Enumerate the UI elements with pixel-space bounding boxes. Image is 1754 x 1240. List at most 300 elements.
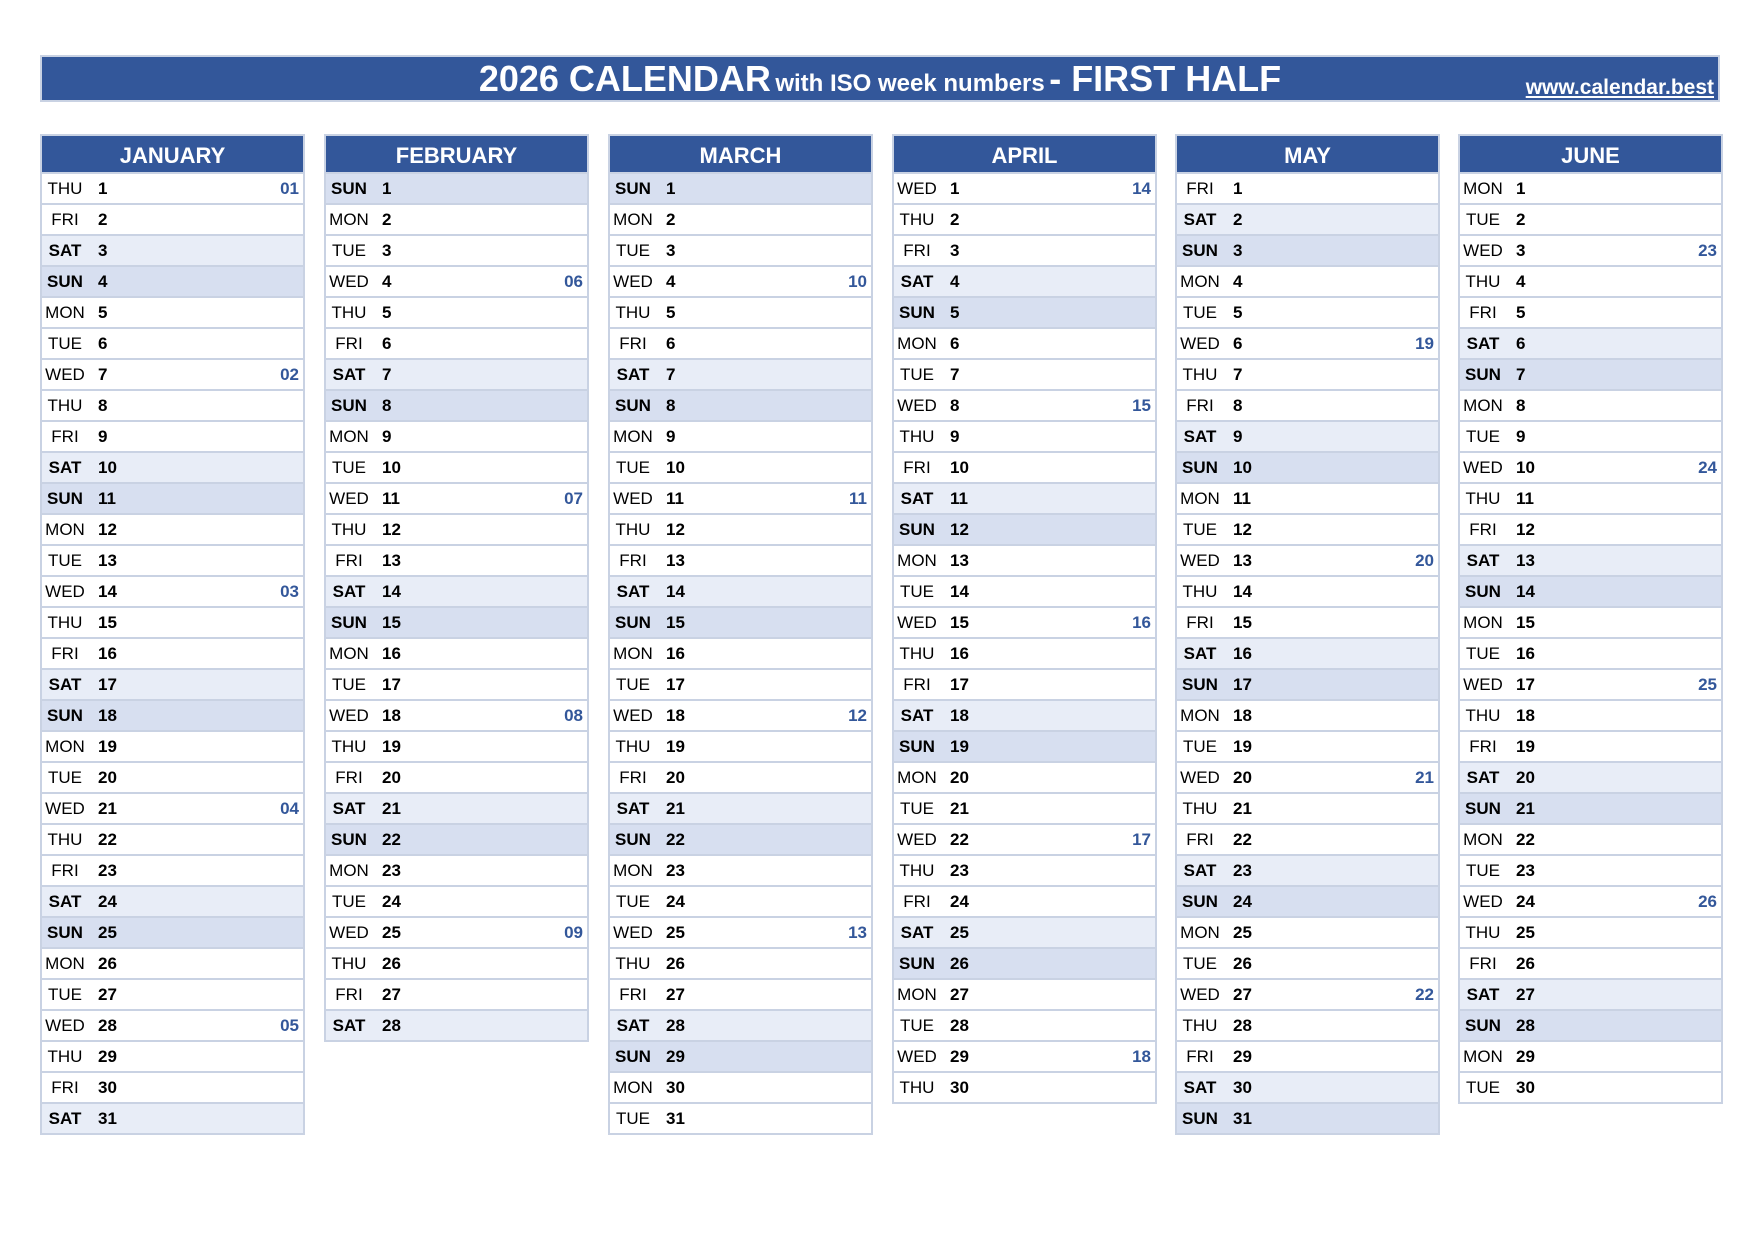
day-number: 17 <box>950 675 969 694</box>
iso-week-number: 26 <box>1698 892 1717 911</box>
day-number: 6 <box>1516 334 1526 353</box>
day-number: 21 <box>1233 799 1252 818</box>
weekday-label: WED <box>45 582 85 601</box>
day-number: 12 <box>950 520 969 539</box>
day-row <box>42 823 303 854</box>
weekday-label: WED <box>329 706 369 725</box>
weekday-label: WED <box>613 923 653 942</box>
weekday-label: MON <box>1463 179 1503 198</box>
weekday-label: SAT <box>1183 1078 1217 1097</box>
day-number: 16 <box>1233 644 1252 663</box>
weekday-label: MON <box>1180 706 1220 725</box>
day-row <box>42 265 303 296</box>
day-number: 4 <box>382 272 392 291</box>
day-row <box>42 358 303 389</box>
day-number: 22 <box>382 830 401 849</box>
weekday-label: TUE <box>1183 520 1217 539</box>
day-number: 30 <box>1233 1078 1252 1097</box>
weekday-label: SAT <box>900 489 934 508</box>
weekday-label: TUE <box>48 768 82 787</box>
day-number: 18 <box>1233 706 1252 725</box>
weekday-label: WED <box>45 799 85 818</box>
weekday-label: FRI <box>619 551 647 570</box>
weekday-label: FRI <box>51 1078 79 1097</box>
day-number: 18 <box>98 706 117 725</box>
title-half: - FIRST HALF <box>1049 58 1282 99</box>
day-number: 6 <box>382 334 392 353</box>
day-number: 7 <box>1233 365 1243 384</box>
weekday-label: FRI <box>1186 1047 1214 1066</box>
weekday-label: WED <box>1180 768 1220 787</box>
day-number: 6 <box>950 334 960 353</box>
weekday-label: MON <box>329 644 369 663</box>
weekday-label: SUN <box>331 396 367 415</box>
day-list <box>608 174 873 1135</box>
weekday-label: SUN <box>47 272 83 291</box>
day-number: 26 <box>98 954 117 973</box>
weekday-label: THU <box>615 520 651 539</box>
day-row <box>326 389 587 420</box>
day-number: 20 <box>382 768 401 787</box>
day-row <box>610 358 871 389</box>
day-number: 21 <box>950 799 969 818</box>
day-row <box>1460 296 1721 327</box>
weekday-label: TUE <box>616 892 650 911</box>
day-number: 16 <box>382 644 401 663</box>
month-april <box>892 134 1157 1104</box>
weekday-label: FRI <box>1469 737 1497 756</box>
day-row <box>326 606 587 637</box>
weekday-label: FRI <box>51 427 79 446</box>
day-number: 22 <box>950 830 969 849</box>
weekday-label: FRI <box>619 985 647 1004</box>
day-number: 27 <box>1516 985 1535 1004</box>
day-row <box>1177 885 1438 916</box>
day-number: 9 <box>98 427 108 446</box>
day-row <box>1460 885 1721 916</box>
weekday-label: SAT <box>48 892 82 911</box>
day-number: 11 <box>950 489 968 508</box>
weekday-label: FRI <box>51 644 79 663</box>
day-number: 6 <box>666 334 676 353</box>
day-number: 9 <box>950 427 960 446</box>
iso-week-number: 16 <box>1132 613 1151 632</box>
weekday-label: TUE <box>1466 644 1500 663</box>
weekday-label: THU <box>47 396 83 415</box>
day-row <box>894 916 1155 947</box>
day-number: 13 <box>666 551 685 570</box>
day-row <box>326 761 587 792</box>
weekday-label: THU <box>331 737 367 756</box>
day-number: 17 <box>1233 675 1252 694</box>
day-row <box>894 637 1155 668</box>
weekday-label: SUN <box>1182 675 1218 694</box>
day-row <box>1177 761 1438 792</box>
day-row <box>1460 575 1721 606</box>
day-row <box>894 1040 1155 1071</box>
day-row <box>1177 482 1438 513</box>
day-row <box>894 451 1155 482</box>
day-number: 24 <box>382 892 401 911</box>
day-number: 20 <box>1516 768 1535 787</box>
weekday-label: TUE <box>1466 1078 1500 1097</box>
day-number: 15 <box>98 613 117 632</box>
month-january <box>40 134 305 1135</box>
day-row <box>42 420 303 451</box>
day-row <box>1177 174 1438 203</box>
day-number: 5 <box>950 303 960 322</box>
day-row <box>610 1009 871 1040</box>
iso-week-number: 04 <box>280 799 299 818</box>
day-row <box>42 730 303 761</box>
day-list <box>324 174 589 1042</box>
day-row <box>326 358 587 389</box>
weekday-label: FRI <box>619 334 647 353</box>
month-header: FEBRUARY <box>324 134 589 174</box>
day-row <box>610 389 871 420</box>
day-row <box>894 792 1155 823</box>
day-row <box>326 730 587 761</box>
weekday-label: SUN <box>615 1047 651 1066</box>
day-row <box>610 513 871 544</box>
day-number: 15 <box>382 613 401 632</box>
day-row <box>1177 1040 1438 1071</box>
calendar-title-banner <box>40 55 1720 102</box>
day-row <box>610 1071 871 1102</box>
day-row <box>326 327 587 358</box>
weekday-label: SUN <box>1465 582 1501 601</box>
iso-week-number: 07 <box>564 489 583 508</box>
day-row <box>1460 174 1721 203</box>
weekday-label: SUN <box>615 396 651 415</box>
iso-week-number: 03 <box>280 582 299 601</box>
weekday-label: TUE <box>48 334 82 353</box>
day-row <box>326 234 587 265</box>
day-row <box>326 575 587 606</box>
weekday-label: FRI <box>903 675 931 694</box>
day-number: 31 <box>1233 1109 1252 1128</box>
day-row <box>610 823 871 854</box>
day-number: 17 <box>98 675 117 694</box>
weekday-label: FRI <box>1469 303 1497 322</box>
iso-week-number: 09 <box>564 923 583 942</box>
weekday-label: WED <box>897 613 937 632</box>
day-number: 27 <box>98 985 117 1004</box>
day-row <box>610 947 871 978</box>
day-row <box>1460 265 1721 296</box>
day-number: 24 <box>1233 892 1252 911</box>
day-row <box>42 947 303 978</box>
iso-week-number: 19 <box>1415 334 1434 353</box>
weekday-label: SAT <box>1183 644 1217 663</box>
month-header: APRIL <box>892 134 1157 174</box>
weekday-label: SAT <box>48 1109 82 1128</box>
weekday-label: SAT <box>900 706 934 725</box>
day-number: 18 <box>382 706 401 725</box>
day-number: 2 <box>666 210 676 229</box>
weekday-label: WED <box>1180 334 1220 353</box>
day-number: 13 <box>1233 551 1252 570</box>
day-number: 22 <box>666 830 685 849</box>
day-row <box>326 265 587 296</box>
day-row <box>1177 637 1438 668</box>
weekday-label: WED <box>1180 551 1220 570</box>
day-number: 25 <box>1516 923 1535 942</box>
day-number: 19 <box>382 737 401 756</box>
day-number: 12 <box>666 520 685 539</box>
weekday-label: SAT <box>900 272 934 291</box>
day-number: 12 <box>1233 520 1252 539</box>
day-row <box>326 916 587 947</box>
day-number: 30 <box>950 1078 969 1097</box>
day-number: 19 <box>950 737 969 756</box>
day-row <box>1177 978 1438 1009</box>
weekday-label: THU <box>47 179 83 198</box>
day-number: 11 <box>98 489 116 508</box>
day-row <box>610 885 871 916</box>
day-number: 28 <box>382 1016 401 1035</box>
weekday-label: THU <box>47 830 83 849</box>
weekday-label: TUE <box>616 675 650 694</box>
weekday-label: WED <box>329 923 369 942</box>
day-number: 22 <box>1233 830 1252 849</box>
day-row <box>326 823 587 854</box>
day-row <box>1460 947 1721 978</box>
weekday-label: MON <box>45 303 85 322</box>
day-row <box>42 1071 303 1102</box>
day-row <box>326 203 587 234</box>
day-number: 1 <box>1233 179 1243 198</box>
day-number: 28 <box>666 1016 685 1035</box>
day-number: 29 <box>950 1047 969 1066</box>
day-row <box>1177 854 1438 885</box>
month-may <box>1175 134 1440 1135</box>
weekday-label: TUE <box>900 582 934 601</box>
day-number: 7 <box>666 365 676 384</box>
day-row <box>894 420 1155 451</box>
day-number: 16 <box>1516 644 1535 663</box>
day-list <box>1175 174 1440 1135</box>
day-row <box>610 668 871 699</box>
day-row <box>1177 668 1438 699</box>
weekday-label: SUN <box>899 954 935 973</box>
day-row <box>894 978 1155 1009</box>
day-row <box>1460 761 1721 792</box>
month-header: MARCH <box>608 134 873 174</box>
day-row <box>1460 730 1721 761</box>
day-number: 11 <box>666 489 684 508</box>
weekday-label: FRI <box>51 210 79 229</box>
weekday-label: SAT <box>1183 427 1217 446</box>
day-row <box>42 174 303 203</box>
weekday-label: THU <box>899 861 935 880</box>
day-number: 1 <box>1516 179 1526 198</box>
weekday-label: WED <box>613 272 653 291</box>
weekday-label: FRI <box>903 458 931 477</box>
day-row <box>1460 482 1721 513</box>
weekday-label: THU <box>1465 489 1501 508</box>
day-number: 3 <box>382 241 392 260</box>
weekday-label: TUE <box>332 241 366 260</box>
day-row <box>1177 699 1438 730</box>
weekday-label: MON <box>45 737 85 756</box>
day-number: 28 <box>1233 1016 1252 1035</box>
day-number: 1 <box>382 179 392 198</box>
day-row <box>42 203 303 234</box>
day-number: 4 <box>98 272 108 291</box>
month-february <box>324 134 589 1042</box>
day-row <box>1177 947 1438 978</box>
day-row <box>1460 544 1721 575</box>
day-number: 5 <box>382 303 392 322</box>
day-row <box>894 947 1155 978</box>
day-number: 24 <box>98 892 117 911</box>
day-row <box>42 389 303 420</box>
day-number: 8 <box>98 396 108 415</box>
iso-week-number: 06 <box>564 272 583 291</box>
day-number: 14 <box>666 582 685 601</box>
day-row <box>1460 327 1721 358</box>
weekday-label: THU <box>899 644 935 663</box>
weekday-label: MON <box>329 210 369 229</box>
month-header: JANUARY <box>40 134 305 174</box>
iso-week-number: 18 <box>1132 1047 1151 1066</box>
day-number: 12 <box>98 520 117 539</box>
weekday-label: SUN <box>1182 1109 1218 1128</box>
day-row <box>326 978 587 1009</box>
day-row <box>42 916 303 947</box>
day-number: 30 <box>98 1078 117 1097</box>
day-row <box>42 544 303 575</box>
day-number: 20 <box>98 768 117 787</box>
day-row <box>610 1102 871 1133</box>
day-number: 14 <box>1516 582 1535 601</box>
day-row <box>42 761 303 792</box>
day-number: 26 <box>1516 954 1535 973</box>
weekday-label: FRI <box>335 985 363 1004</box>
weekday-label: TUE <box>616 458 650 477</box>
weekday-label: WED <box>1463 675 1503 694</box>
iso-week-number: 15 <box>1132 396 1151 415</box>
day-row <box>326 885 587 916</box>
day-row <box>610 482 871 513</box>
day-row <box>1460 1071 1721 1102</box>
day-row <box>610 420 871 451</box>
day-number: 25 <box>666 923 685 942</box>
day-number: 8 <box>1233 396 1243 415</box>
day-row <box>894 327 1155 358</box>
weekday-label: SUN <box>47 923 83 942</box>
day-row <box>610 544 871 575</box>
day-number: 2 <box>1233 210 1243 229</box>
day-row <box>326 544 587 575</box>
day-row <box>894 389 1155 420</box>
weekday-label: SAT <box>1183 861 1217 880</box>
day-row <box>1177 451 1438 482</box>
day-number: 27 <box>950 985 969 1004</box>
website-link[interactable]: www.calendar.best <box>1525 76 1714 99</box>
day-number: 15 <box>950 613 969 632</box>
day-number: 25 <box>950 923 969 942</box>
day-row <box>894 174 1155 203</box>
day-row <box>894 482 1155 513</box>
day-number: 20 <box>950 768 969 787</box>
weekday-label: SUN <box>1465 799 1501 818</box>
day-row <box>326 420 587 451</box>
weekday-label: TUE <box>1183 954 1217 973</box>
weekday-label: THU <box>615 303 651 322</box>
day-number: 3 <box>1233 241 1243 260</box>
day-row <box>610 234 871 265</box>
day-list <box>40 174 305 1135</box>
day-row <box>1460 916 1721 947</box>
day-row <box>326 174 587 203</box>
day-number: 11 <box>1233 489 1251 508</box>
day-row <box>1177 544 1438 575</box>
weekday-label: SAT <box>332 582 366 601</box>
day-number: 24 <box>666 892 685 911</box>
day-row <box>610 265 871 296</box>
day-number: 28 <box>950 1016 969 1035</box>
day-number: 25 <box>1233 923 1252 942</box>
weekday-label: WED <box>897 1047 937 1066</box>
weekday-label: FRI <box>1469 954 1497 973</box>
weekday-label: FRI <box>1186 830 1214 849</box>
weekday-label: MON <box>45 520 85 539</box>
day-number: 9 <box>382 427 392 446</box>
weekday-label: FRI <box>335 768 363 787</box>
day-row <box>1177 265 1438 296</box>
day-number: 18 <box>950 706 969 725</box>
day-number: 10 <box>382 458 401 477</box>
day-row <box>1177 1071 1438 1102</box>
weekday-label: SUN <box>899 520 935 539</box>
weekday-label: THU <box>1465 272 1501 291</box>
day-row <box>1460 1009 1721 1040</box>
weekday-label: TUE <box>900 1016 934 1035</box>
day-number: 4 <box>950 272 960 291</box>
weekday-label: TUE <box>332 892 366 911</box>
weekday-label: MON <box>329 861 369 880</box>
day-row <box>894 668 1155 699</box>
day-row <box>1177 358 1438 389</box>
weekday-label: SUN <box>1182 458 1218 477</box>
day-row <box>610 637 871 668</box>
title-year: 2026 CALENDAR <box>478 58 771 99</box>
day-row <box>42 885 303 916</box>
day-number: 13 <box>98 551 117 570</box>
weekday-label: MON <box>329 427 369 446</box>
day-row <box>610 1040 871 1071</box>
iso-week-number: 05 <box>280 1016 299 1035</box>
weekday-label: MON <box>45 954 85 973</box>
weekday-label: MON <box>613 210 653 229</box>
day-row <box>42 482 303 513</box>
weekday-label: TUE <box>1183 737 1217 756</box>
iso-week-number: 08 <box>564 706 583 725</box>
day-number: 5 <box>98 303 108 322</box>
day-number: 7 <box>98 365 108 384</box>
weekday-label: THU <box>1182 582 1218 601</box>
day-row <box>326 513 587 544</box>
day-number: 3 <box>950 241 960 260</box>
day-row <box>42 978 303 1009</box>
day-number: 9 <box>666 427 676 446</box>
day-row <box>42 451 303 482</box>
day-number: 18 <box>1516 706 1535 725</box>
day-number: 23 <box>1516 861 1535 880</box>
day-row <box>1177 823 1438 854</box>
